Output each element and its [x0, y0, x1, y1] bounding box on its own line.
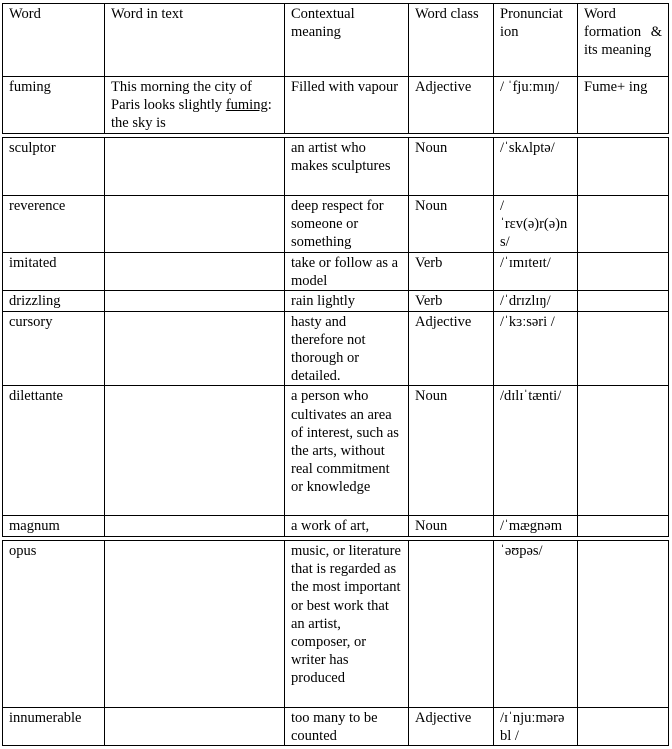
cell-class: Adjective	[409, 311, 494, 386]
cell-word-in-text	[105, 291, 285, 311]
cell-class: Noun	[409, 138, 494, 196]
cell-class: Noun	[409, 196, 494, 253]
cell-pronunciation: /ɪˈnjuːmərə bl /	[494, 708, 578, 746]
header-word-in-text: Word in text	[105, 4, 285, 77]
header-word-formation: Word formation & its meaning	[578, 4, 669, 77]
cell-word: magnum	[3, 516, 105, 536]
cell-word-in-text	[105, 541, 285, 708]
header-word: Word	[3, 4, 105, 77]
cell-formation	[578, 386, 669, 516]
header-pronunciation: Pronunciat ion	[494, 4, 578, 77]
header-contextual-meaning: Contextual meaning	[285, 4, 409, 77]
cell-formation: Fume+ ing	[578, 77, 669, 134]
cell-word: reverence	[3, 196, 105, 253]
cell-word-in-text	[105, 311, 285, 386]
cell-formation	[578, 516, 669, 536]
cell-word: opus	[3, 541, 105, 708]
table-row	[3, 708, 669, 746]
table-segment-2	[2, 137, 669, 537]
cell-word-in-text	[105, 196, 285, 253]
cell-meaning: hasty and therefore not thorough or detailed.	[285, 311, 409, 386]
cell-word-in-text	[105, 77, 285, 134]
example-text-word: fuming	[225, 97, 268, 114]
cell-formation	[578, 291, 669, 311]
cell-word: imitated	[3, 253, 105, 291]
cell-word-in-text	[105, 138, 285, 196]
cell-formation	[578, 311, 669, 386]
cell-word-in-text	[105, 708, 285, 746]
cell-word: dilettante	[3, 386, 105, 516]
cell-meaning: deep respect for someone or something	[285, 196, 409, 253]
cell-word-in-text	[105, 516, 285, 536]
cell-pronunciation: /ˈrɛv(ə)r(ə)ns/	[494, 196, 578, 253]
table-segment-1	[2, 3, 669, 134]
table-segment-3	[2, 540, 669, 746]
cell-pronunciation: ˈəʊpəs/	[494, 541, 578, 708]
table-row	[3, 386, 669, 516]
cell-meaning: too many to be counted	[285, 708, 409, 746]
cell-formation	[578, 196, 669, 253]
cell-pronunciation: /ˈkɜːsəri /	[494, 311, 578, 386]
cell-meaning: a work of art,	[285, 516, 409, 536]
cell-pronunciation: /ˈskʌlptə/	[494, 138, 578, 196]
cell-word: sculptor	[3, 138, 105, 196]
header-row	[3, 4, 669, 77]
example-text-before: This morning the city of Paris looks slightly	[111, 79, 252, 114]
cell-formation	[578, 708, 669, 746]
cell-meaning: Filled with vapour	[285, 77, 409, 134]
table-row-fuming	[3, 77, 669, 134]
example-text-after: : the sky is	[111, 97, 272, 132]
cell-pronunciation: /ˈɪmɪteɪt/	[494, 253, 578, 291]
cell-class: Verb	[409, 291, 494, 311]
cell-class: Adjective	[409, 77, 494, 134]
cell-word: drizzling	[3, 291, 105, 311]
table-row	[3, 311, 669, 386]
cell-class: Noun	[409, 386, 494, 516]
table-row	[3, 196, 669, 253]
vocabulary-table-middle	[2, 137, 669, 537]
cell-class: Noun	[409, 516, 494, 536]
cell-word-in-text	[105, 253, 285, 291]
cell-meaning: a person who cultivates an area of interest, such as the arts, without real commitment or knowledge	[285, 386, 409, 516]
cell-class: Verb	[409, 253, 494, 291]
cell-word: innumerable	[3, 708, 105, 746]
cell-formation	[578, 541, 669, 708]
cell-formation	[578, 138, 669, 196]
cell-class: Adjective	[409, 708, 494, 746]
cell-pronunciation: /ˈdrɪzlɪŋ/	[494, 291, 578, 311]
cell-formation	[578, 253, 669, 291]
cell-pronunciation: /ˈmægnəm	[494, 516, 578, 536]
cell-word: fuming	[3, 77, 105, 134]
table-row	[3, 291, 669, 311]
cell-meaning: rain lightly	[285, 291, 409, 311]
cell-pronunciation: / ˈfjuːmɪŋ/	[494, 77, 578, 134]
table-row	[3, 138, 669, 196]
cell-meaning: an artist who makes sculptures	[285, 138, 409, 196]
table-row	[3, 541, 669, 708]
vocabulary-table-top	[2, 3, 669, 134]
table-row	[3, 516, 669, 536]
cell-word-in-text	[105, 386, 285, 516]
vocabulary-table-bottom	[2, 540, 669, 746]
table-row	[3, 253, 669, 291]
cell-word: cursory	[3, 311, 105, 386]
cell-meaning: take or follow as a model	[285, 253, 409, 291]
cell-class	[409, 541, 494, 708]
cell-pronunciation: /dɪlɪˈtænti/	[494, 386, 578, 516]
header-word-class: Word class	[409, 4, 494, 77]
cell-meaning: music, or literature that is regarded as the most important or best work that an artist, composer, or writer has produced	[285, 541, 409, 708]
